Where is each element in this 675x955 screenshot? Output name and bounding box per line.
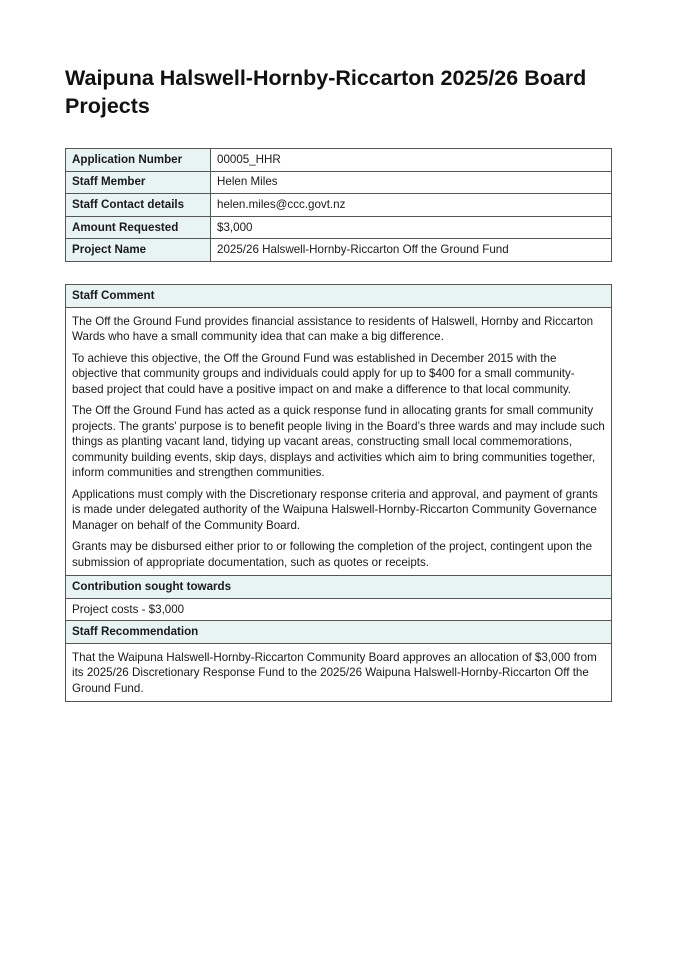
staff-comment-paragraph: The Off the Ground Fund provides financial assistance to residents of Halswell, Hornby and Riccarton Wards who have a small community idea that can make a big difference. <box>72 314 594 344</box>
table-row <box>66 239 612 262</box>
page-title: Waipuna Halswell-Hornby-Riccarton 2025/26 Board Projects <box>65 66 587 118</box>
table-row <box>66 621 612 644</box>
table-row <box>66 307 612 576</box>
contribution-heading: Contribution sought towards <box>66 576 612 599</box>
recommendation-heading: Staff Recommendation <box>66 621 612 644</box>
table-row <box>66 149 612 172</box>
staff-comment-paragraph: To achieve this objective, the Off the Ground Fund was established in December 2015 with the objective that community groups and individuals could apply for up to $400 for a small community-based project that could have a positive impact on and make a difference to that local community. <box>72 351 575 396</box>
document-page <box>65 64 612 702</box>
table-row <box>66 598 612 621</box>
project-name-value: 2025/26 Halswell-Hornby-Riccarton Off the Ground Fund <box>211 239 612 262</box>
table-row <box>66 643 612 702</box>
recommendation-body: That the Waipuna Halswell-Hornby-Riccarton Community Board approves an allocation of $3,000 from its 2025/26 Discretionary Response Fund to the 2025/26 Waipuna Halswell-Hornby-Riccarton Off the Ground Fund. <box>66 643 612 702</box>
staff-comment-heading: Staff Comment <box>66 284 612 307</box>
staff-contact-value: helen.miles@ccc.govt.nz <box>211 194 612 217</box>
table-row <box>66 171 612 194</box>
staff-contact-label: Staff Contact details <box>66 194 211 217</box>
table-row <box>66 284 612 307</box>
application-number-value: 00005_HHR <box>211 149 612 172</box>
amount-requested-label: Amount Requested <box>66 216 211 239</box>
contribution-value: Project costs - $3,000 <box>66 598 612 621</box>
project-name-label: Project Name <box>66 239 211 262</box>
table-row <box>66 194 612 217</box>
staff-comment-body <box>66 307 612 576</box>
amount-requested-value: $3,000 <box>211 216 612 239</box>
staff-comment-paragraph: Applications must comply with the Discretionary response criteria and approval, and payment of grants is made under delegated authority of the Waipuna Halswell-Hornby-Riccarton Community Governance Manager on behalf of the Community Board. <box>72 487 598 532</box>
staff-comment-table <box>65 284 612 702</box>
staff-member-label: Staff Member <box>66 171 211 194</box>
application-number-label: Application Number <box>66 149 211 172</box>
staff-comment-paragraph: The Off the Ground Fund has acted as a quick response fund in allocating grants for small community projects. The grants' purpose is to benefit people living in the Board’s three wards and may include such things as planting vacant land, tidying up vacant areas, constructing small local commemorations, community building events, skip days, displays and activities which aim to bring communities together, inform communities and strengthen communities. <box>72 404 605 480</box>
application-details-table <box>65 148 612 262</box>
table-row <box>66 576 612 599</box>
staff-member-value: Helen Miles <box>211 171 612 194</box>
staff-comment-paragraph: Grants may be disbursed either prior to or following the completion of the project, contingent upon the submission of appropriate documentation, such as quotes or receipts. <box>72 540 593 569</box>
table-row <box>66 216 612 239</box>
